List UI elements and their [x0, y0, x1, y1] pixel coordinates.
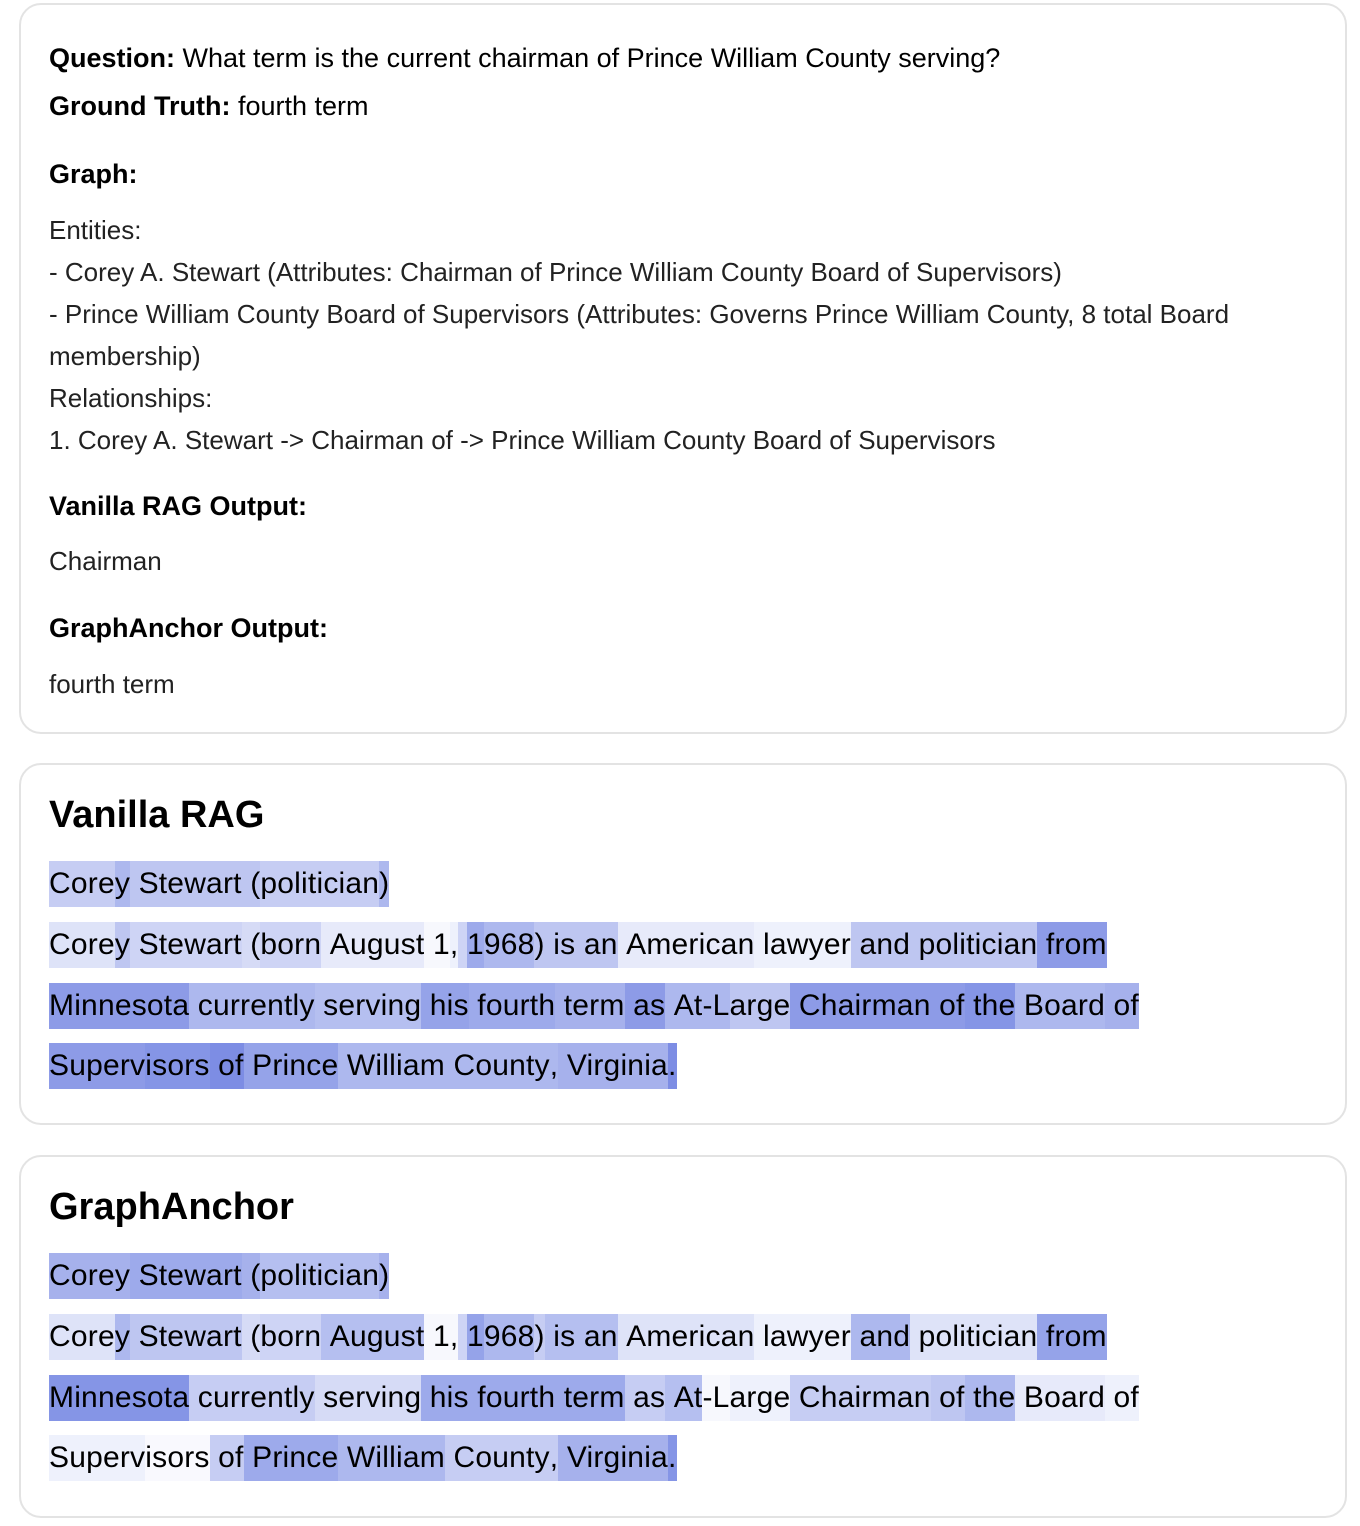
attention-token: of — [931, 983, 965, 1029]
token-line — [49, 983, 1139, 1029]
token-line — [49, 861, 389, 907]
attention-token: Core — [49, 922, 115, 968]
attention-token: polit — [260, 1253, 316, 1299]
attention-token: of — [210, 1435, 244, 1481]
summary-card — [19, 3, 1347, 734]
token-line — [49, 1314, 1107, 1360]
attention-token: y — [115, 1253, 130, 1299]
attention-token: ( — [242, 1314, 261, 1360]
attention-token: Stewart — [130, 1253, 242, 1299]
attention-token: born — [260, 1314, 321, 1360]
attention-token: is — [545, 1314, 576, 1360]
attention-token: 1 — [433, 922, 450, 968]
attention-token: ) — [379, 1253, 389, 1299]
attention-token: Stewart — [130, 861, 242, 907]
graph-content — [49, 209, 1339, 461]
attention-token: ( — [242, 861, 261, 907]
attention-token: of — [931, 1375, 965, 1421]
graph-line: Entities: — [49, 215, 142, 245]
attention-token: Superv — [49, 1435, 145, 1481]
attention-token: ) — [534, 922, 544, 968]
attention-token: of — [1105, 983, 1139, 1029]
attention-token: -L — [702, 1375, 729, 1421]
attention-token: the — [965, 983, 1016, 1029]
attention-token: and — [851, 1314, 910, 1360]
attention-token: fourth — [469, 983, 555, 1029]
attention-token: Board — [1015, 1375, 1105, 1421]
attention-token: At — [665, 983, 702, 1029]
attention-token: y — [115, 922, 130, 968]
attention-token: y — [115, 861, 130, 907]
token-line — [49, 1375, 1139, 1421]
attention-token: term — [555, 1375, 624, 1421]
panel-title: GraphAnchor — [49, 1186, 294, 1228]
attention-token: County — [445, 1435, 550, 1481]
attention-token: . — [668, 1043, 677, 1089]
attention-token: . — [668, 1435, 677, 1481]
attention-token: and — [851, 922, 910, 968]
attention-token: Minnesota — [49, 1375, 189, 1421]
graph-line: - Prince William County Board of Supervisors (Attributes: Governs Prince William County, 8 total Board membership) — [49, 299, 1230, 371]
attention-token: County — [445, 1043, 550, 1089]
attention-token: lawyer — [754, 1314, 850, 1360]
attention-token: serving — [315, 1375, 422, 1421]
attention-token: y — [115, 1314, 130, 1360]
attention-token: Core — [49, 1314, 115, 1360]
token-line — [49, 1253, 389, 1299]
graphanchor-panel — [19, 1155, 1347, 1518]
ground-truth-label: Ground Truth: — [49, 91, 231, 121]
attention-token: ( — [242, 922, 261, 968]
attention-token: as — [625, 983, 666, 1029]
attention-token: Virginia — [558, 1043, 668, 1089]
graphanchor-output-text: fourth term — [49, 669, 175, 699]
panel-title: Vanilla RAG — [49, 794, 265, 836]
question-line — [49, 42, 1000, 74]
vanilla-output-heading: Vanilla RAG Output: — [49, 491, 308, 521]
graph-line: - Corey A. Stewart (Attributes: Chairman of Prince William County Board of Supervisors) — [49, 257, 1062, 287]
attention-token: -L — [702, 983, 729, 1029]
attention-token: as — [625, 1375, 666, 1421]
attention-token: an — [575, 1314, 617, 1360]
attention-token: the — [965, 1375, 1016, 1421]
attention-token: Board — [1015, 983, 1105, 1029]
attention-token: Core — [49, 1253, 115, 1299]
attention-token: isors — [145, 1435, 209, 1481]
graphanchor-output-heading: GraphAnchor Output: — [49, 613, 328, 643]
attention-token: , — [550, 1043, 559, 1089]
attention-token: , — [450, 1314, 459, 1360]
attention-token — [458, 1314, 467, 1360]
ground-truth-text: fourth term — [237, 91, 369, 121]
attention-token: William — [338, 1435, 445, 1481]
graph-line: Relationships: — [49, 383, 213, 413]
token-line — [49, 922, 1107, 968]
token-line — [49, 1435, 677, 1481]
attention-token: from — [1037, 922, 1106, 968]
token-line — [49, 1043, 677, 1089]
question-text: What term is the current chairman of Prince William County serving? — [182, 43, 1001, 73]
attention-token: of — [210, 1043, 244, 1089]
attention-token: August — [321, 922, 424, 968]
attention-token: Stewart — [130, 922, 242, 968]
vanilla-output-text: Chairman — [49, 546, 162, 576]
attention-token: Chairman — [790, 983, 930, 1029]
attention-token: his — [421, 983, 469, 1029]
attention-token: ician — [316, 861, 379, 907]
attention-token: politician — [910, 1314, 1037, 1360]
attention-token: William — [338, 1043, 445, 1089]
attention-token: currently — [189, 983, 314, 1029]
attention-token: his — [421, 1375, 469, 1421]
graph-line: 1. Corey A. Stewart -> Chairman of -> Prince William County Board of Supervisors — [49, 425, 996, 455]
attention-token — [424, 922, 433, 968]
attention-token: ician — [316, 1253, 379, 1299]
attention-token: isors — [145, 1043, 209, 1089]
graph-heading: Graph: — [49, 159, 138, 189]
attention-token: an — [575, 922, 617, 968]
ground-truth-line — [49, 90, 369, 122]
attention-token: , — [550, 1435, 559, 1481]
attention-token: Minnesota — [49, 983, 189, 1029]
attention-token: , — [450, 922, 459, 968]
attention-token: American — [618, 922, 755, 968]
attention-token: ) — [379, 861, 389, 907]
attention-token: Virginia — [558, 1435, 668, 1481]
attention-token: fourth — [469, 1375, 555, 1421]
attention-token: arge — [730, 983, 791, 1029]
attention-token: currently — [189, 1375, 314, 1421]
attention-token: Chairman — [790, 1375, 930, 1421]
attention-token: polit — [260, 861, 316, 907]
attention-token: 1 — [467, 1314, 484, 1360]
attention-token: At — [665, 1375, 702, 1421]
attention-token: term — [555, 983, 624, 1029]
attention-token: ) — [534, 1314, 544, 1360]
attention-token: Superv — [49, 1043, 145, 1089]
attention-token — [424, 1314, 433, 1360]
attention-token: Core — [49, 861, 115, 907]
attention-token: from — [1037, 1314, 1106, 1360]
attention-token: Stewart — [130, 1314, 242, 1360]
attention-token: ( — [242, 1253, 261, 1299]
vanilla-rag-panel — [19, 763, 1347, 1125]
attention-token: politician — [910, 922, 1037, 968]
attention-token: born — [260, 922, 321, 968]
attention-token: lawyer — [754, 922, 850, 968]
attention-token: 1 — [433, 1314, 450, 1360]
attention-token: 968 — [484, 922, 535, 968]
attention-token: of — [1105, 1375, 1139, 1421]
attention-token: Prince — [244, 1435, 339, 1481]
attention-token: serving — [315, 983, 422, 1029]
attention-token: Prince — [244, 1043, 339, 1089]
attention-token — [458, 922, 467, 968]
attention-token: American — [618, 1314, 755, 1360]
question-label: Question: — [49, 43, 175, 73]
attention-token: August — [321, 1314, 424, 1360]
attention-token: 1 — [467, 922, 484, 968]
attention-token: arge — [730, 1375, 791, 1421]
attention-token: 968 — [484, 1314, 535, 1360]
attention-token: is — [545, 922, 576, 968]
